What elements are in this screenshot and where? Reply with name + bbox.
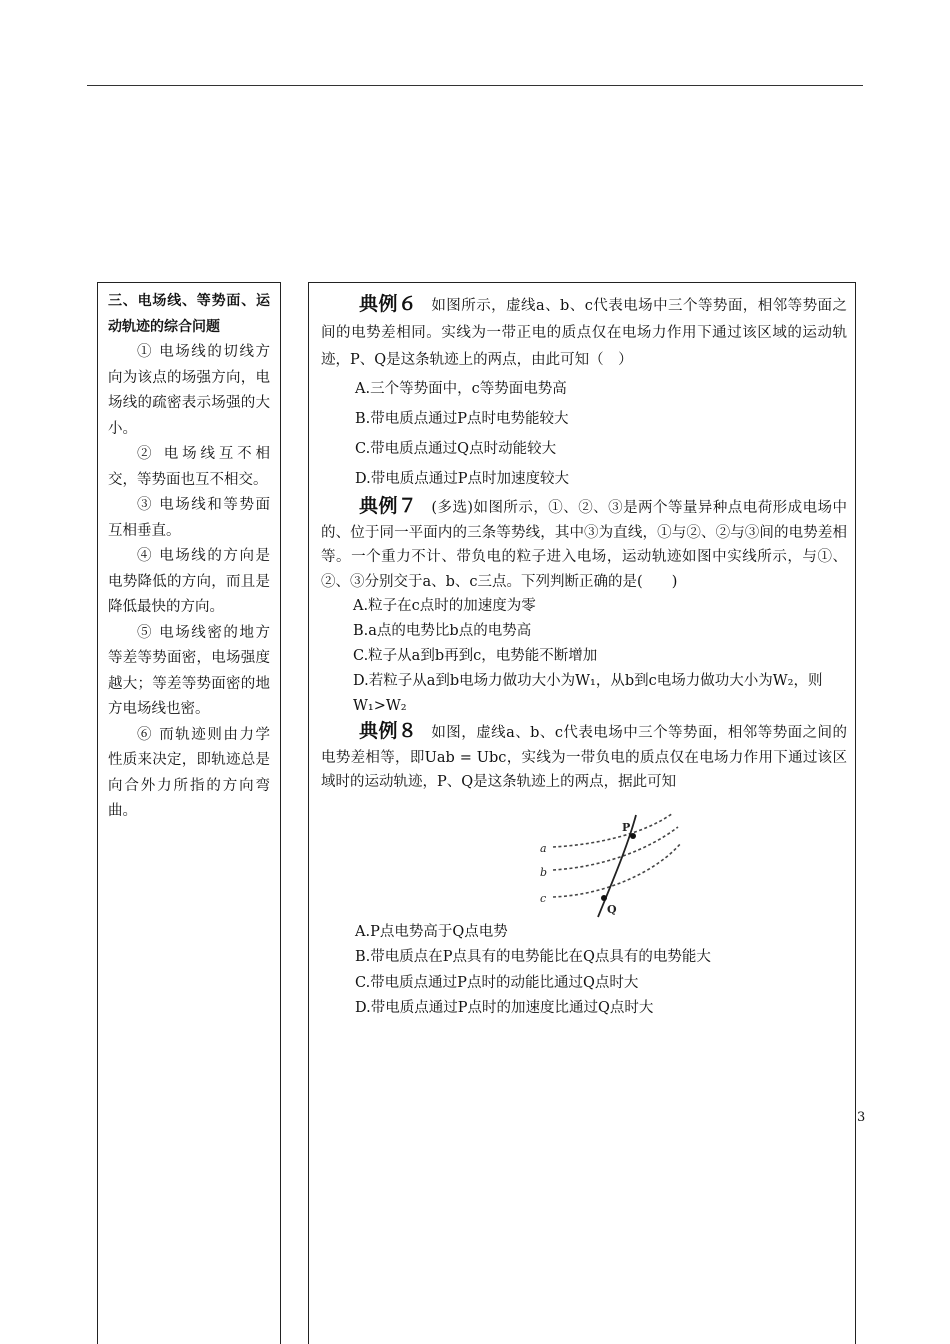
summary-point-4: ④ 电场线的方向是电势降低的方向，而且是降低最快的方向。: [108, 548, 270, 615]
example-6-text: 如图所示，虚线a、b、c代表电场中三个等势面，相邻等势面之间的电势差相同。实线为一带正电的质点仅在电场力作用下通过该区域的运动轨迹，P、Q是这条轨迹上的两点，由此可知（ ）: [321, 298, 847, 368]
example-7-option-d: D.若粒子从a到b电场力做功大小为W₁，从b到c电场力做功大小为W₂，则W₁>W₂: [353, 673, 823, 714]
example-7-option-a: A.粒子在c点时的加速度为零: [353, 598, 536, 614]
header-rule: [87, 85, 863, 86]
section-title: 三、电场线、等势面、运动轨迹的综合问题: [108, 293, 270, 335]
summary-column: [97, 282, 281, 1344]
example-7-text: (多选)如图所示，①、②、③是两个等量异种点电荷形成电场中的、位于同一平面内的三条等势线，其中③为直线，①与②、②与③间的电势差相等。一个重力不计、带负电的粒子进入电场，运动轨迹如图中实线所示，与①、②、③分别交于a、b、c三点。下列判断正确的是( ): [321, 500, 847, 590]
example-8-option-c: C.带电质点通过P点时的动能比通过Q点时大: [355, 974, 639, 991]
examples-column: [308, 282, 856, 1344]
example-8-stem: [321, 719, 847, 795]
summary-point-2: ② 电场线互不相交，等势面也互不相交。: [108, 446, 270, 488]
example-6-option-c: C.带电质点通过Q点时动能较大: [355, 441, 557, 457]
summary-point-1: ① 电场线的切线方向为该点的场强方向，电场线的疏密表示场强的大小。: [108, 344, 270, 437]
fig-label-c: c: [540, 891, 547, 905]
page-number: 3: [857, 1110, 866, 1125]
example-7-option-c: C.粒子从a到b再到c，电势能不断增加: [353, 648, 598, 664]
equipotential-figure: [533, 805, 683, 920]
example-7-heading: 典例７: [359, 495, 418, 517]
summary-point-5: ⑤ 电场线密的地方等差等势面密，电场强度越大；等差等势面密的地方电场线也密。: [108, 624, 270, 717]
example-6-option-d: D.带电质点通过P点时加速度较大: [355, 471, 569, 487]
example-8-option-d: D.带电质点通过P点时的加速度比通过Q点时大: [355, 1000, 654, 1016]
fig-label-p: P: [622, 820, 631, 834]
example-6-heading: 典例６: [359, 293, 418, 315]
example-6-option-b: B.带电质点通过P点时电势能较大: [355, 411, 569, 427]
example-6-stem: [321, 291, 847, 374]
example-6-option-a: A.三个等势面中，c等势面电势高: [355, 381, 567, 397]
example-8-option-a: A.P点电势高于Q点电势: [355, 923, 508, 940]
example-8-heading: 典例８: [359, 720, 418, 742]
example-7-stem: [321, 494, 847, 594]
example-7-option-b: B.a点的电势比b点的电势高: [353, 623, 532, 639]
example-8-option-b: B.带电质点在P点具有的电势能比在Q点具有的电势能大: [355, 949, 711, 965]
summary-point-3: ③ 电场线和等势面互相垂直。: [108, 497, 270, 539]
fig-label-b: b: [540, 865, 548, 879]
fig-label-q: Q: [607, 902, 617, 916]
summary-point-6: ⑥ 而轨迹则由力学性质来决定，即轨迹总是向合外力所指的方向弯曲。: [108, 726, 270, 819]
fig-label-a: a: [540, 841, 547, 855]
example-8-text: 如图，虚线a、b、c代表电场中三个等势面，相邻等势面之间的电势差相等，即Uab = Ubc，实线为一带负电的质点仅在电场力作用下通过该区域时的运动轨迹，P、Q是这条轨迹上的两点，据此可知: [321, 725, 847, 790]
